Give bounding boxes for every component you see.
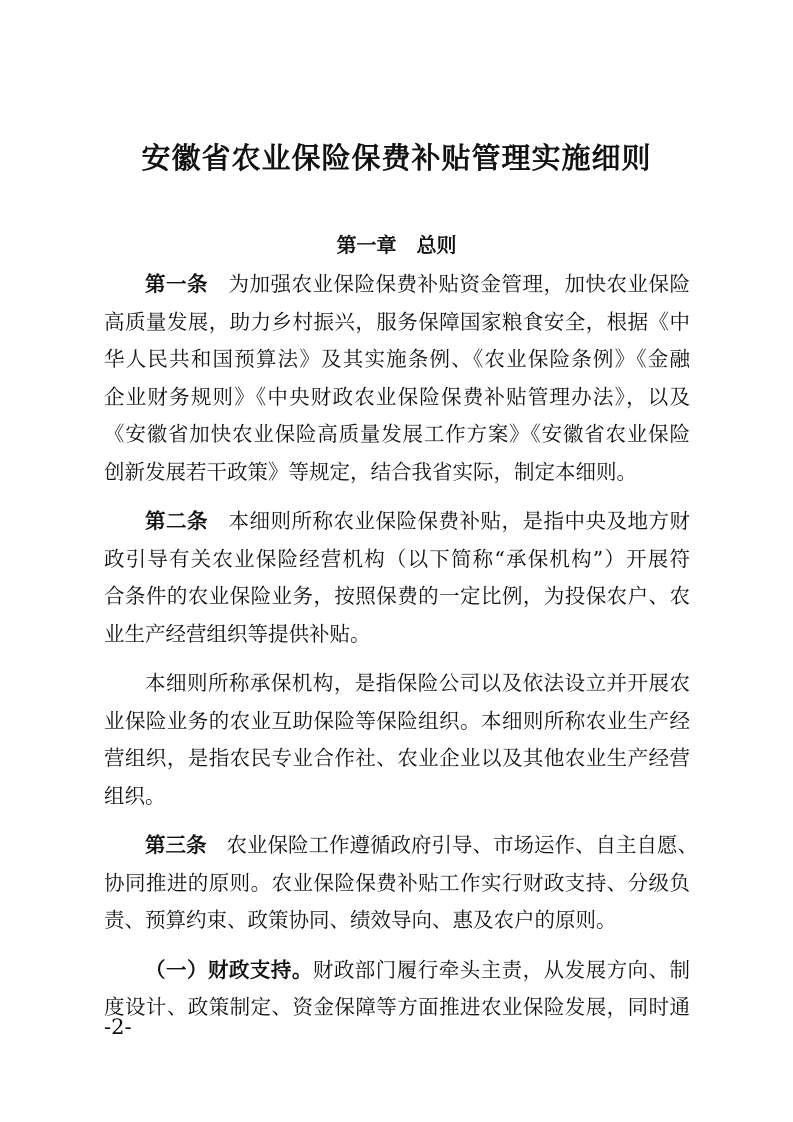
article1-line-5: 《安徽省加快农业保险高质量发展工作方案》《安徽省农业保险 [104,422,690,446]
document-body [104,266,698,1027]
article2-para2-line-3: 营组织，是指农民专业合作社、农业企业以及其他农业生产经营 [104,746,690,770]
article3-line-1 [104,827,698,865]
article1-label: 第一条 [145,272,208,296]
page-number: -2- [104,1015,132,1039]
item1-text: 财政部门履行牵头主责，从发展方向、制 [312,957,691,982]
article2-text: 本细则所称农业保险保费补贴，是指中央及地方财 [228,509,690,533]
document-title: 安徽省农业保险保费补贴管理实施细则 [141,141,652,175]
article1-text: 为加强农业保险保费补贴资金管理，加快农业保险 [228,272,690,296]
article3-line-2: 协同推进的原则。农业保险保费补贴工作实行财政支持、分级负 [104,870,690,895]
article2-line-1 [104,503,690,541]
item1-line-2: 度设计、政策制定、资金保障等方面推进农业保险发展，同时通 [104,995,690,1019]
article1-line-1 [104,266,690,304]
article1-line-4: 企业财务规则》《中央财政农业保险保费补贴管理办法》，以及 [104,384,690,409]
article3-text: 农业保险工作遵循政府引导、市场运作、自主自愿、 [226,833,698,857]
article1-line-6: 创新发展若干政策》等规定，结合我省实际，制定本细则。 [104,459,637,484]
item1-label: （一）财政支持。 [145,957,313,982]
article3-label: 第三条 [145,833,207,857]
article2-line-2: 政引导有关农业保险经营机构（以下简称“承保机构”）开展符 [104,546,690,571]
article2-para2-line-4: 组织。 [104,783,166,808]
article1-line-2: 高质量发展，助力乡村振兴，服务保障国家粮食安全，根据《中 [104,309,690,334]
article1-line-3: 华人民共和国预算法》及其实施条例、《农业保险条例》《金融 [104,347,690,371]
chapter-heading: 第一章 总则 [336,233,457,257]
article2-line-4: 业生产经营组织等提供补贴。 [104,621,371,646]
article2-para2-line-1: 本细则所称承保机构，是指保险公司以及依法设立并开展农 [145,671,690,695]
article2-label: 第二条 [145,509,208,533]
article2-line-3: 合条件的农业保险业务，按照保费的一定比例，为投保农户、农 [104,584,690,608]
item1-line-1 [104,952,690,990]
article2-para2-line-2: 业保险业务的农业互助保险等保险组织。本细则所称农业生产经 [104,708,690,733]
article3-line-3: 责、预算约束、政策协同、绩效导向、惠及农户的原则。 [104,908,617,932]
